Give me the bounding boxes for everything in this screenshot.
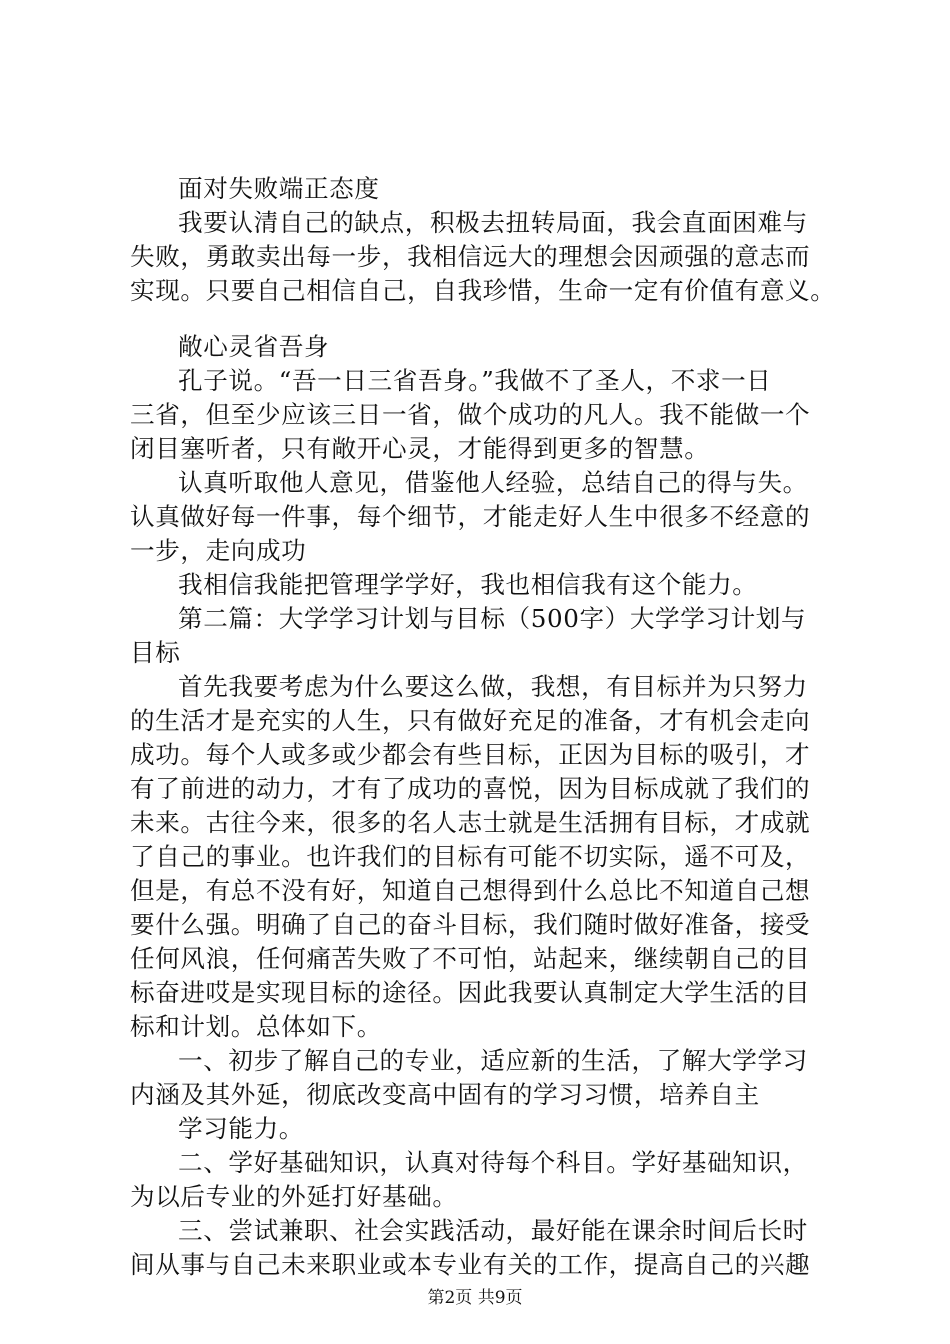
text-line: 为以后专业的外延打好基础。 (130, 1182, 458, 1211)
text-line: 的生活才是充实的人生，只有做好充足的准备，才有机会走向 (130, 706, 811, 735)
text-line: 实现。只要自己相信自己，自我珍惜，生命一定有价值有意义。 (130, 276, 836, 305)
text-line: 失败，勇敢卖出每一步，我相信远大的理想会因顽强的意志而 (130, 242, 811, 271)
chapter-title: 第二篇：大学学习计划与目标（500字）大学学习计划与 (178, 604, 807, 633)
text-line: 首先我要考虑为什么要这么做，我想，有目标并为只努力 (178, 672, 808, 701)
text-line: 学习能力。 (178, 1114, 304, 1143)
list-item-1: 一、初步了解自己的专业，适应新的生活，了解大学学习 (178, 1046, 808, 1075)
text-line: 标奋进哎是实现目标的途径。因此我要认真制定大学生活的目 (130, 978, 811, 1007)
text-line: 闭目塞听者，只有敞开心灵，才能得到更多的智慧。 (130, 434, 710, 463)
text-line: 我要认清自己的缺点，积极去扭转局面，我会直面困难与 (178, 208, 808, 237)
chapter-title-continued: 目标 (130, 638, 181, 667)
list-item-3: 三、尝试兼职、社会实践活动，最好能在课余时间后长时 (178, 1216, 808, 1245)
list-item-2: 二、学好基础知识，认真对待每个科目。学好基础知识， (178, 1148, 808, 1177)
text-line: 一步，走向成功 (130, 536, 307, 565)
text-line: 认真做好每一件事，每个细节，才能走好人生中很多不经意的 (130, 502, 811, 531)
text-line: 有了前进的动力，才有了成功的喜悦，因为目标成就了我们的 (130, 774, 811, 803)
text-line: 未来。古往今来，很多的名人志士就是生活拥有目标，才成就 (130, 808, 811, 837)
text-line: 三省，但至少应该三日一省，做个成功的凡人。我不能做一个 (130, 400, 811, 429)
text-line: 内涵及其外延，彻底改变高中固有的学习习惯，培养自主 (130, 1080, 760, 1109)
text-line: 间从事与自己未来职业或本专业有关的工作，提高自己的兴趣 (130, 1250, 811, 1279)
text-line: 但是，有总不没有好，知道自己想得到什么总比不知道自己想 (130, 876, 811, 905)
text-line: 我相信我能把管理学学好，我也相信我有这个能力。 (178, 570, 758, 599)
text-line: 了自己的事业。也许我们的目标有可能不切实际，遥不可及， (130, 842, 811, 871)
text-line: 成功。每个人或多或少都会有些目标，正因为目标的吸引，才 (130, 740, 811, 769)
text-line: 孔子说。“吾一日三省吾身。”我做不了圣人，不求一日 (178, 366, 772, 395)
page-footer: 第2页 共9页 (427, 1288, 523, 1308)
text-line: 认真听取他人意见，借鉴他人经验，总结自己的得与失。 (178, 468, 808, 497)
text-line: 标和计划。总体如下。 (130, 1012, 382, 1041)
text-line: 任何风浪，任何痛苦失败了不可怕，站起来，继续朝自己的目 (130, 944, 811, 973)
text-line: 要什么强。明确了自己的奋斗目标，我们随时做好准备，接受 (130, 910, 811, 939)
section-heading-reflection: 敞心灵省吾身 (178, 332, 330, 361)
section-heading-failure: 面对失败端正态度 (178, 174, 380, 203)
